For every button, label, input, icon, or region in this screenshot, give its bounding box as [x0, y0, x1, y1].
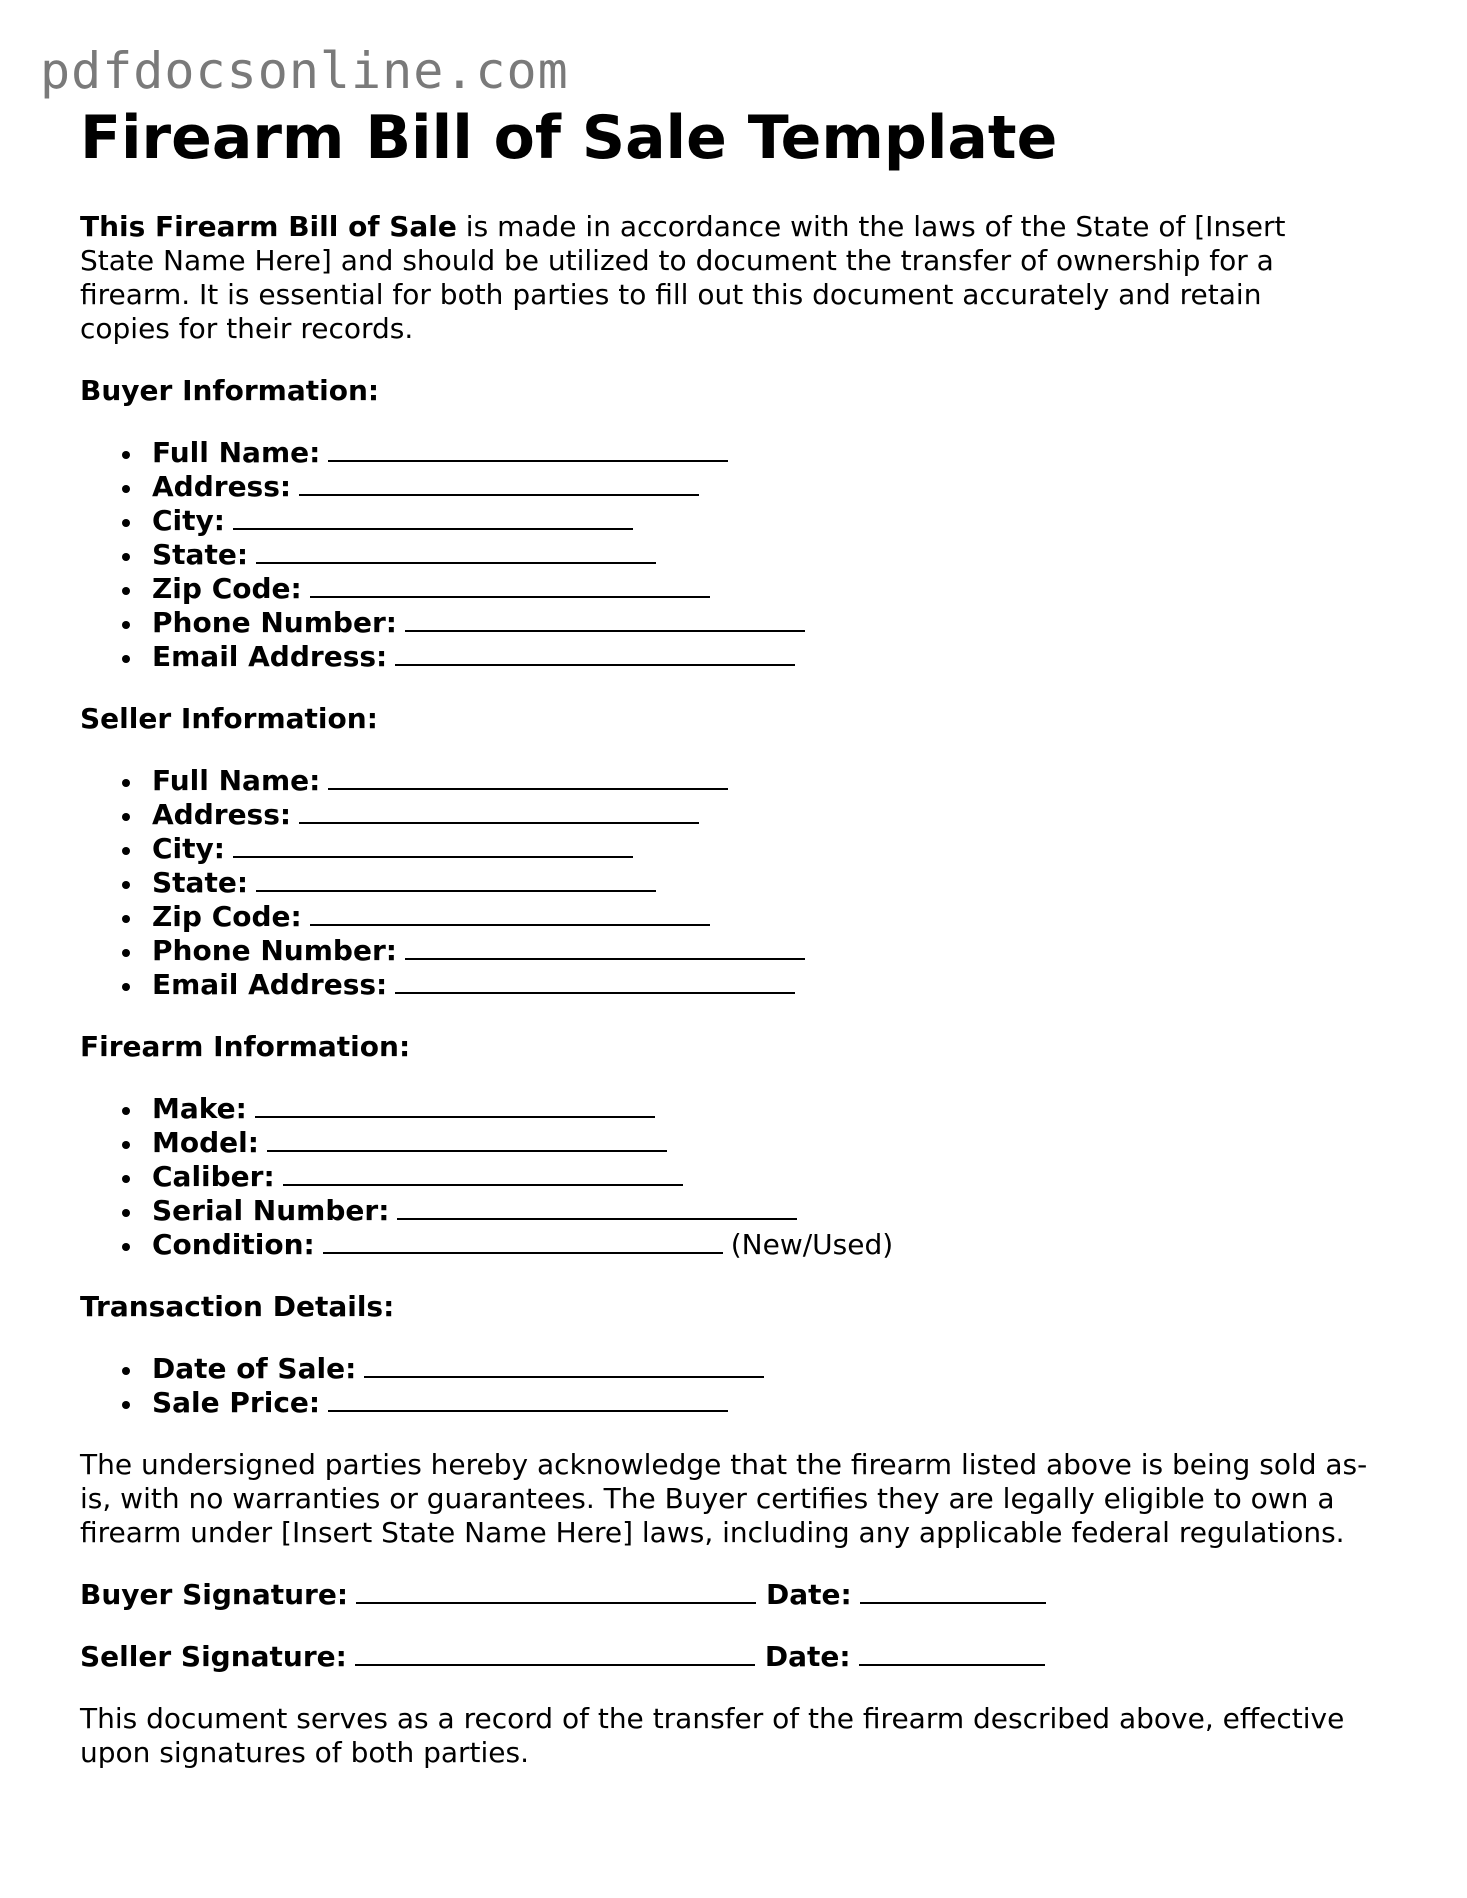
buyer-date-label: Date: — [766, 1578, 852, 1611]
firearm-caliber-field[interactable] — [283, 1160, 683, 1186]
buyer-zip-label: Zip Code: — [152, 572, 302, 605]
buyer-full-name-row — [152, 436, 1400, 470]
firearm-caliber-label: Caliber: — [152, 1160, 275, 1193]
buyer-section-heading: Buyer Information: — [80, 374, 380, 407]
firearm-serial-row — [152, 1194, 1400, 1228]
buyer-full-name-label: Full Name: — [152, 436, 321, 469]
condition-hint: (New/Used) — [730, 1228, 894, 1261]
buyer-address-row — [152, 470, 1400, 504]
seller-email-label: Email Address: — [152, 968, 388, 1001]
buyer-signature-row — [80, 1578, 1400, 1612]
seller-city-label: City: — [152, 832, 225, 865]
buyer-zip-row — [152, 572, 1400, 606]
sale-price-field[interactable] — [328, 1386, 728, 1412]
seller-address-row — [152, 798, 1400, 832]
buyer-email-field[interactable] — [395, 640, 795, 666]
buyer-signature-field[interactable] — [356, 1578, 756, 1604]
buyer-phone-field[interactable] — [405, 606, 805, 632]
seller-city-row — [152, 832, 1400, 866]
seller-address-field[interactable] — [299, 798, 699, 824]
buyer-email-row — [152, 640, 1400, 674]
firearm-make-field[interactable] — [255, 1092, 655, 1118]
buyer-state-field[interactable] — [256, 538, 656, 564]
seller-zip-field[interactable] — [310, 900, 710, 926]
seller-full-name-label: Full Name: — [152, 764, 321, 797]
transaction-section-heading: Transaction Details: — [80, 1290, 395, 1323]
acknowledgement-paragraph: The undersigned parties hereby acknowledge that the firearm listed above is being sold as-is, with no warranties or guarantees. The Buyer certifies they are legally eligible to own a firearm under [Insert State Name Here] laws, including any applicable federal regulations. — [80, 1448, 1368, 1549]
firearm-make-row — [152, 1092, 1400, 1126]
seller-email-field[interactable] — [395, 968, 795, 994]
buyer-email-label: Email Address: — [152, 640, 388, 673]
watermark-text: pdfdocsonline.com — [40, 42, 569, 100]
seller-zip-row — [152, 900, 1400, 934]
seller-phone-label: Phone Number: — [152, 934, 397, 967]
date-of-sale-row — [152, 1352, 1400, 1386]
buyer-city-label: City: — [152, 504, 225, 537]
intro-bold-lead: This Firearm Bill of Sale — [80, 210, 457, 243]
seller-full-name-field[interactable] — [328, 764, 728, 790]
firearm-condition-label: Condition: — [152, 1228, 315, 1261]
buyer-state-label: State: — [152, 538, 249, 571]
firearm-serial-field[interactable] — [397, 1194, 797, 1220]
page-title: Firearm Bill of Sale Template — [80, 103, 1058, 173]
seller-zip-label: Zip Code: — [152, 900, 302, 933]
firearm-serial-label: Serial Number: — [152, 1194, 390, 1227]
seller-section-heading: Seller Information: — [80, 702, 378, 735]
seller-address-label: Address: — [152, 798, 292, 831]
transaction-fields-list — [80, 1352, 1400, 1420]
seller-state-row — [152, 866, 1400, 900]
seller-email-row — [152, 968, 1400, 1002]
sale-price-row — [152, 1386, 1400, 1420]
buyer-phone-row — [152, 606, 1400, 640]
seller-state-field[interactable] — [256, 866, 656, 892]
firearm-model-field[interactable] — [267, 1126, 667, 1152]
firearm-model-label: Model: — [152, 1126, 259, 1159]
seller-state-label: State: — [152, 866, 249, 899]
sale-price-label: Sale Price: — [152, 1386, 321, 1419]
date-of-sale-field[interactable] — [364, 1352, 764, 1378]
document-page — [80, 100, 1400, 1770]
buyer-address-label: Address: — [152, 470, 292, 503]
firearm-caliber-row — [152, 1160, 1400, 1194]
buyer-phone-label: Phone Number: — [152, 606, 397, 639]
seller-fields-list — [80, 764, 1400, 1002]
seller-signature-field[interactable] — [355, 1640, 755, 1666]
seller-full-name-row — [152, 764, 1400, 798]
buyer-full-name-field[interactable] — [328, 436, 728, 462]
buyer-address-field[interactable] — [299, 470, 699, 496]
firearm-section-heading: Firearm Information: — [80, 1030, 411, 1063]
seller-date-field[interactable] — [859, 1640, 1045, 1666]
firearm-condition-field[interactable] — [323, 1228, 723, 1254]
seller-signature-label: Seller Signature: — [80, 1640, 347, 1673]
buyer-city-row — [152, 504, 1400, 538]
buyer-zip-field[interactable] — [310, 572, 710, 598]
date-of-sale-label: Date of Sale: — [152, 1352, 357, 1385]
buyer-fields-list — [80, 436, 1400, 674]
seller-signature-row — [80, 1640, 1400, 1674]
buyer-state-row — [152, 538, 1400, 572]
firearm-fields-list — [80, 1092, 1400, 1262]
seller-date-label: Date: — [764, 1640, 851, 1673]
intro-paragraph — [80, 210, 1340, 346]
buyer-signature-label: Buyer Signature: — [80, 1578, 349, 1611]
seller-phone-row — [152, 934, 1400, 968]
firearm-condition-row — [152, 1228, 1400, 1262]
firearm-model-row — [152, 1126, 1400, 1160]
firearm-make-label: Make: — [152, 1092, 247, 1125]
intro-text: is made in accordance with the laws of the State of [Insert State Name Here] and should be utilized to document the transfer of ownership for a firearm. It is essential for both parties to fill out this document accurately and retain copies for their records. — [80, 210, 1286, 345]
seller-phone-field[interactable] — [405, 934, 805, 960]
buyer-city-field[interactable] — [233, 504, 633, 530]
seller-city-field[interactable] — [233, 832, 633, 858]
closing-paragraph: This document serves as a record of the transfer of the firearm described above, effective upon signatures of both parties. — [80, 1702, 1345, 1769]
buyer-date-field[interactable] — [860, 1578, 1046, 1604]
